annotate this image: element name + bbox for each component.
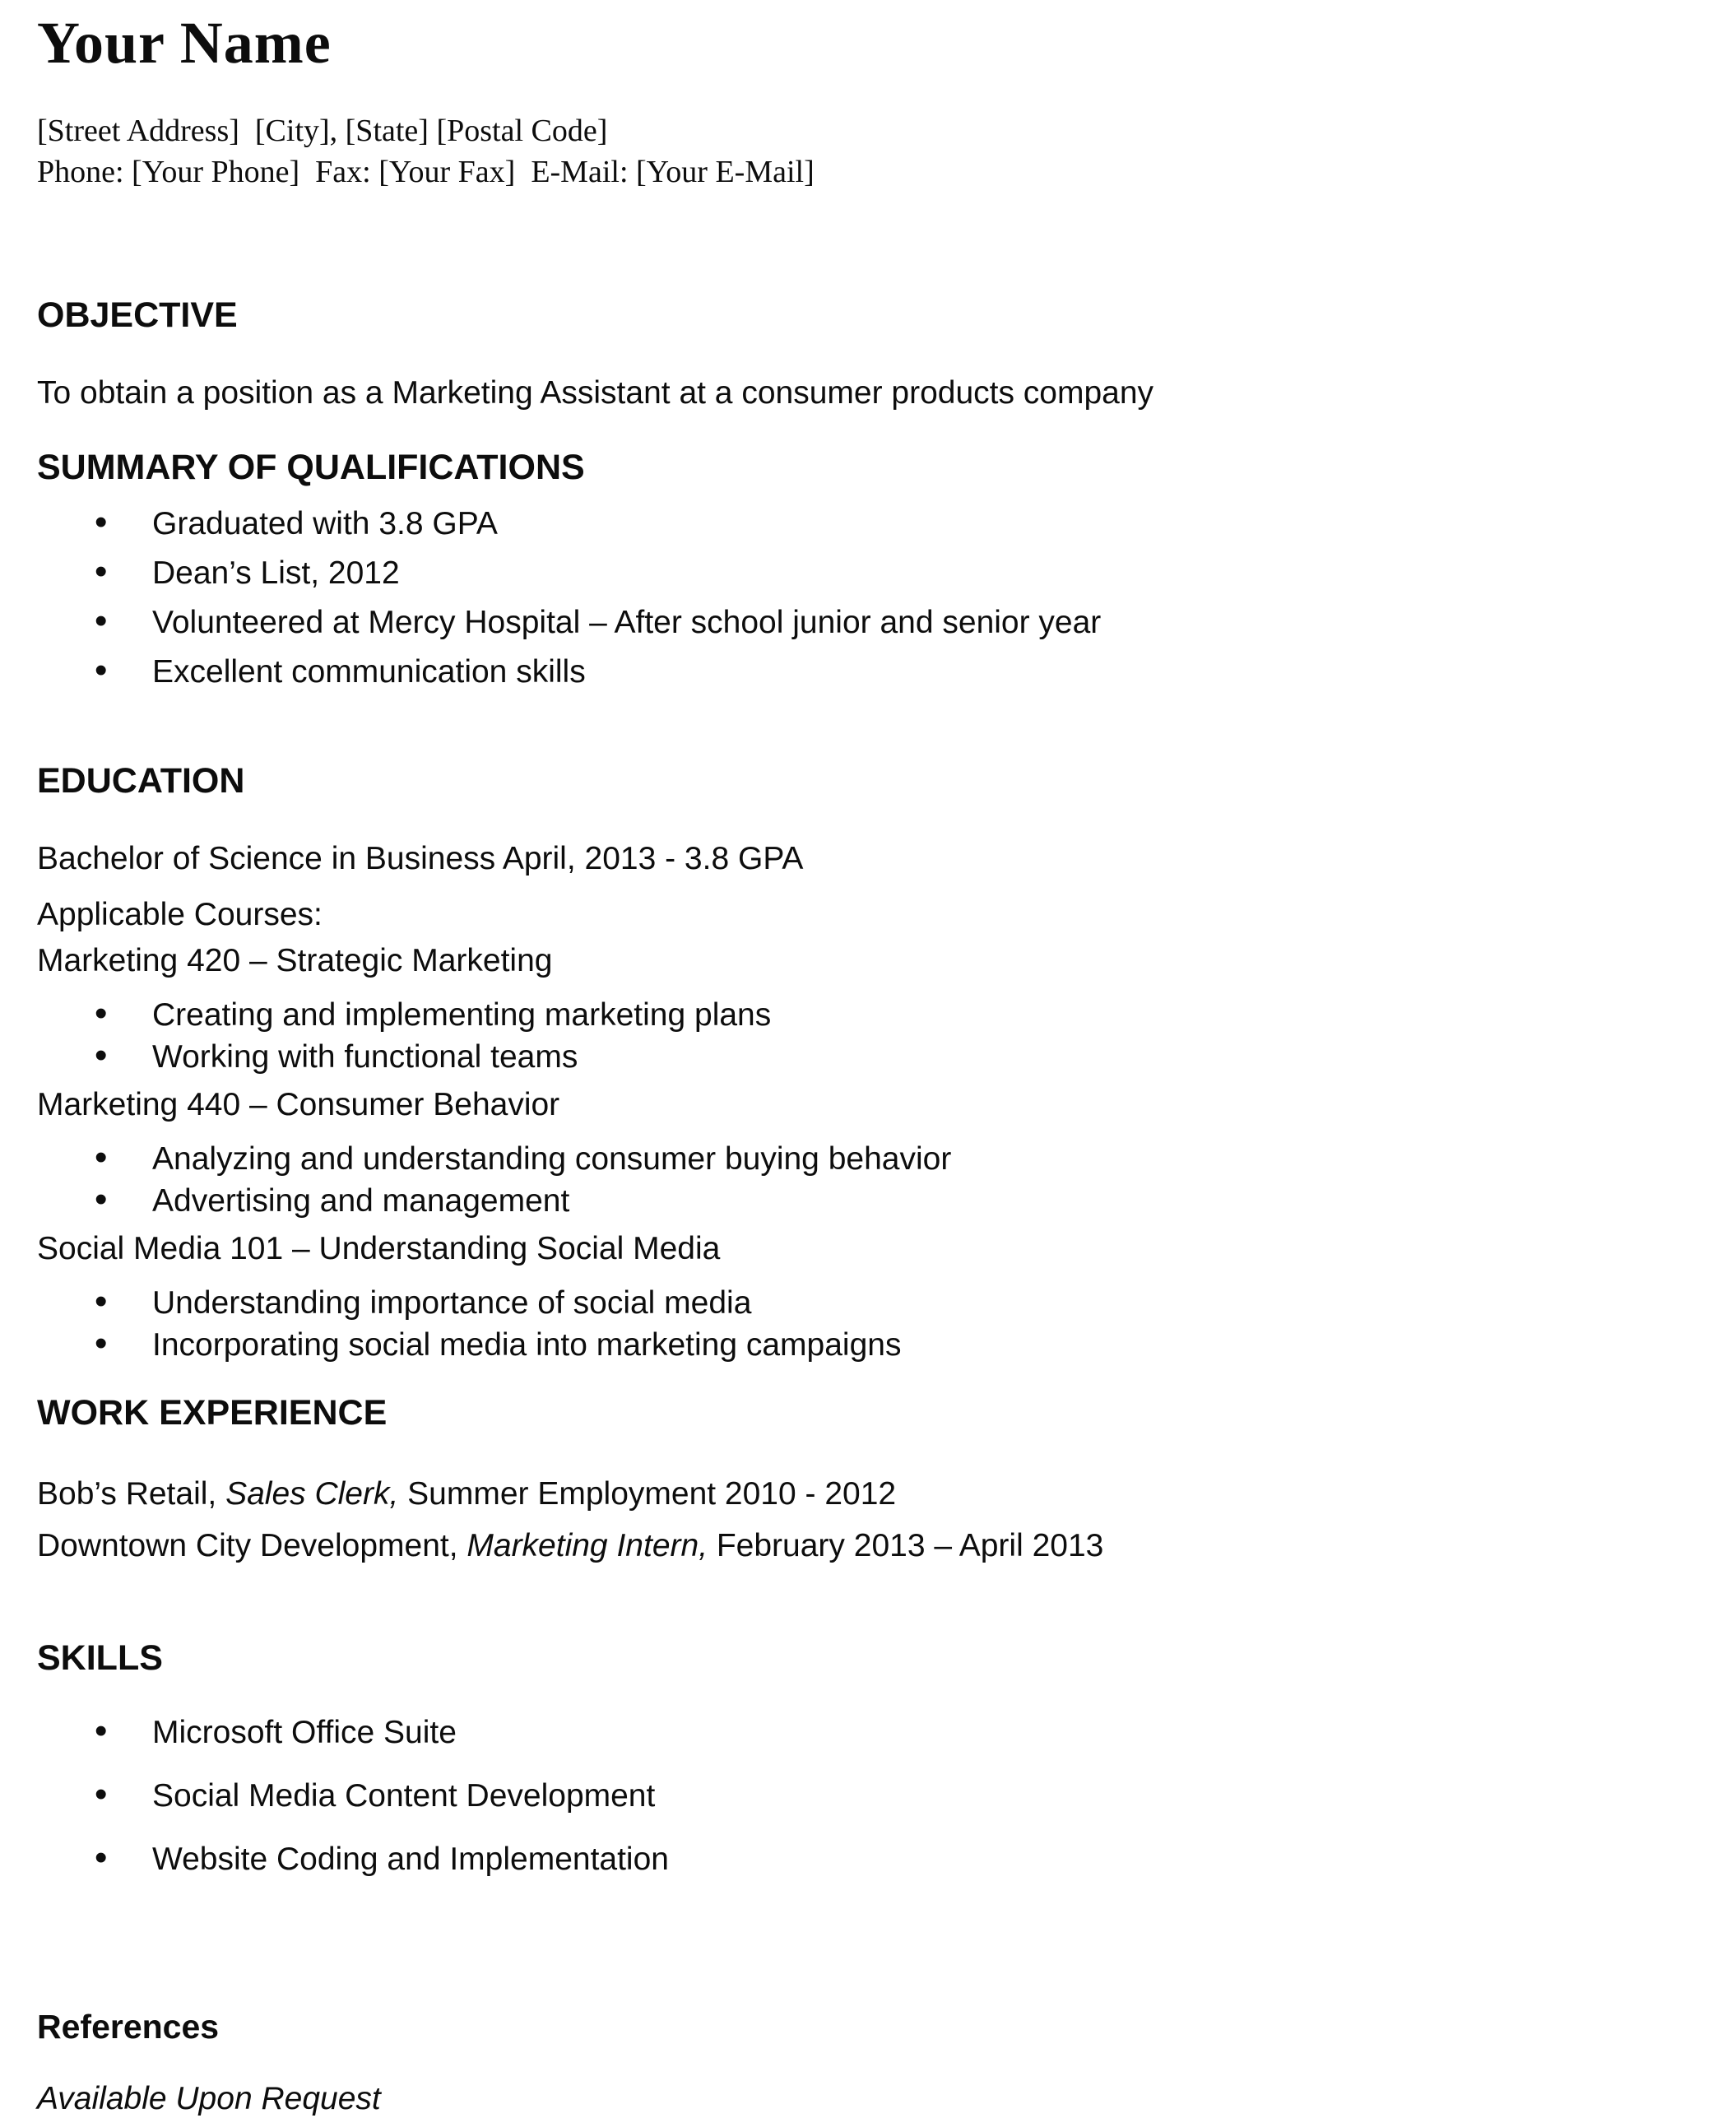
course-bullet: • Understanding importance of social media [95, 1284, 1678, 1322]
course-bullets [37, 1284, 1678, 1364]
skill-item: • Website Coding and Implementation [95, 1841, 1678, 1879]
objective-text: To obtain a position as a Marketing Assistant at a consumer products company [37, 375, 1154, 411]
qualification-item: • Graduated with 3.8 GPA [95, 505, 1678, 543]
qualification-item: • Volunteered at Mercy Hospital – After school junior and senior year [95, 604, 1678, 642]
course-bullet: • Working with functional teams [95, 1038, 1678, 1076]
job-company: Downtown City Development, [37, 1528, 467, 1563]
skill-item: • Social Media Content Development [95, 1777, 1678, 1815]
job-entry [37, 1527, 1678, 1565]
job-role: Sales Clerk, [225, 1476, 408, 1512]
course-title: Marketing 420 – Strategic Marketing [37, 943, 553, 978]
skills-list [37, 1714, 1678, 1879]
references-text: Available Upon Request [37, 2081, 381, 2116]
course-bullet: • Incorporating social media into marketing campaigns [95, 1326, 1678, 1364]
skill-item: • Microsoft Office Suite [95, 1714, 1678, 1752]
course-title: Social Media 101 – Understanding Social Media [37, 1231, 721, 1266]
skills-heading: SKILLS [37, 1638, 163, 1678]
references-heading: References [37, 2008, 220, 2046]
job-company: Bob’s Retail, [37, 1476, 226, 1512]
name-heading: Your Name [37, 10, 332, 76]
course-bullet: • Advertising and management [95, 1182, 1678, 1220]
course-bullets [37, 996, 1678, 1076]
job-role: Marketing Intern, [466, 1528, 717, 1563]
contact-block [37, 110, 1678, 193]
objective-heading: OBJECTIVE [37, 295, 238, 335]
courses-label: Applicable Courses: [37, 897, 323, 932]
qualifications-list [37, 505, 1678, 691]
qualification-item: • Dean’s List, 2012 [95, 555, 1678, 592]
course-bullet: • Analyzing and understanding consumer buying behavior [95, 1140, 1678, 1178]
qualifications-heading: SUMMARY OF QUALIFICATIONS [37, 448, 585, 487]
job-dates: Summer Employment 2010 - 2012 [407, 1476, 897, 1512]
job-dates: February 2013 – April 2013 [716, 1528, 1104, 1563]
address-line: [Street Address] [City], [State] [Postal Code] [37, 114, 608, 148]
work-experience-heading: WORK EXPERIENCE [37, 1393, 388, 1433]
course-bullets [37, 1140, 1678, 1220]
job-entry [37, 1475, 1678, 1513]
degree-line: Bachelor of Science in Business April, 2013 - 3.8 GPA [37, 841, 804, 876]
phone-fax-email-line: Phone: [Your Phone] Fax: [Your Fax] E-Mail: [Your E-Mail] [37, 155, 815, 189]
course-bullet: • Creating and implementing marketing plans [95, 996, 1678, 1034]
course-title: Marketing 440 – Consumer Behavior [37, 1087, 560, 1122]
education-heading: EDUCATION [37, 761, 245, 801]
qualification-item: • Excellent communication skills [95, 653, 1678, 691]
